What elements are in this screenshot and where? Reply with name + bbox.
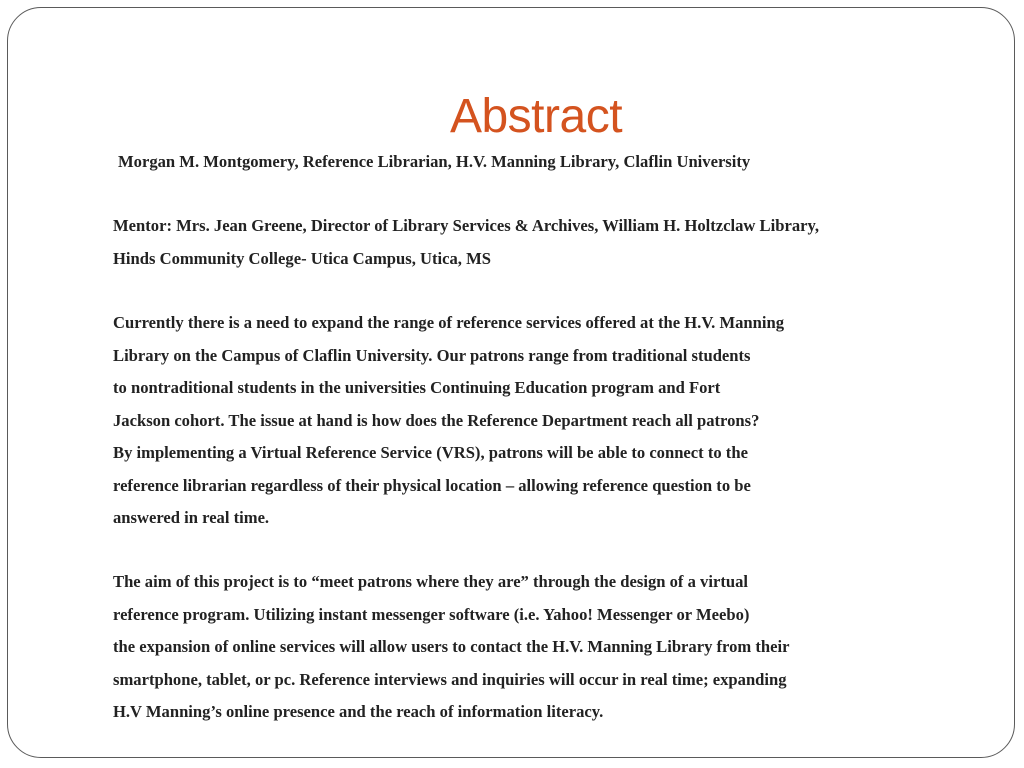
mentor-block (113, 210, 953, 275)
paragraph-line: Currently there is a need to expand the range of reference services offered at the H.V. Manning (113, 313, 785, 332)
paragraph-line: to nontraditional students in the universities Continuing Education program and Fort (113, 378, 721, 397)
paragraph-line: reference program. Utilizing instant messenger software (i.e. Yahoo! Messenger or Meebo) (113, 604, 750, 624)
slide-title: Abstract (449, 90, 623, 143)
paragraph-line: Library on the Campus of Claflin University. Our patrons range from traditional students (113, 345, 751, 365)
abstract-paragraph-2 (113, 566, 953, 729)
paragraph-line: The aim of this project is to “meet patrons where they are” through the design of a virtual (113, 572, 748, 591)
abstract-paragraph-1 (113, 307, 953, 535)
paragraph-line: reference librarian regardless of their physical location – allowing reference question to be (113, 475, 751, 495)
paragraph-line: the expansion of online services will allow users to contact the H.V. Manning Library from their (113, 637, 790, 656)
paragraph-line: smartphone, tablet, or pc. Reference interviews and inquiries will occur in real time; expanding (113, 669, 787, 689)
mentor-line: Hinds Community College- Utica Campus, Utica, MS (113, 248, 491, 268)
mentor-line: Mentor: Mrs. Jean Greene, Director of Library Services & Archives, William H. Holtzclaw Library, (113, 216, 820, 235)
author-line: Morgan M. Montgomery, Reference Librarian, H.V. Manning Library, Claflin University (118, 152, 751, 171)
paragraph-line: H.V Manning’s online presence and the reach of information literacy. (113, 702, 604, 721)
paragraph-line: answered in real time. (113, 508, 270, 527)
paragraph-line: By implementing a Virtual Reference Service (VRS), patrons will be able to connect to the (113, 443, 748, 462)
paragraph-line: Jackson cohort. The issue at hand is how does the Reference Department reach all patrons? (113, 410, 760, 430)
